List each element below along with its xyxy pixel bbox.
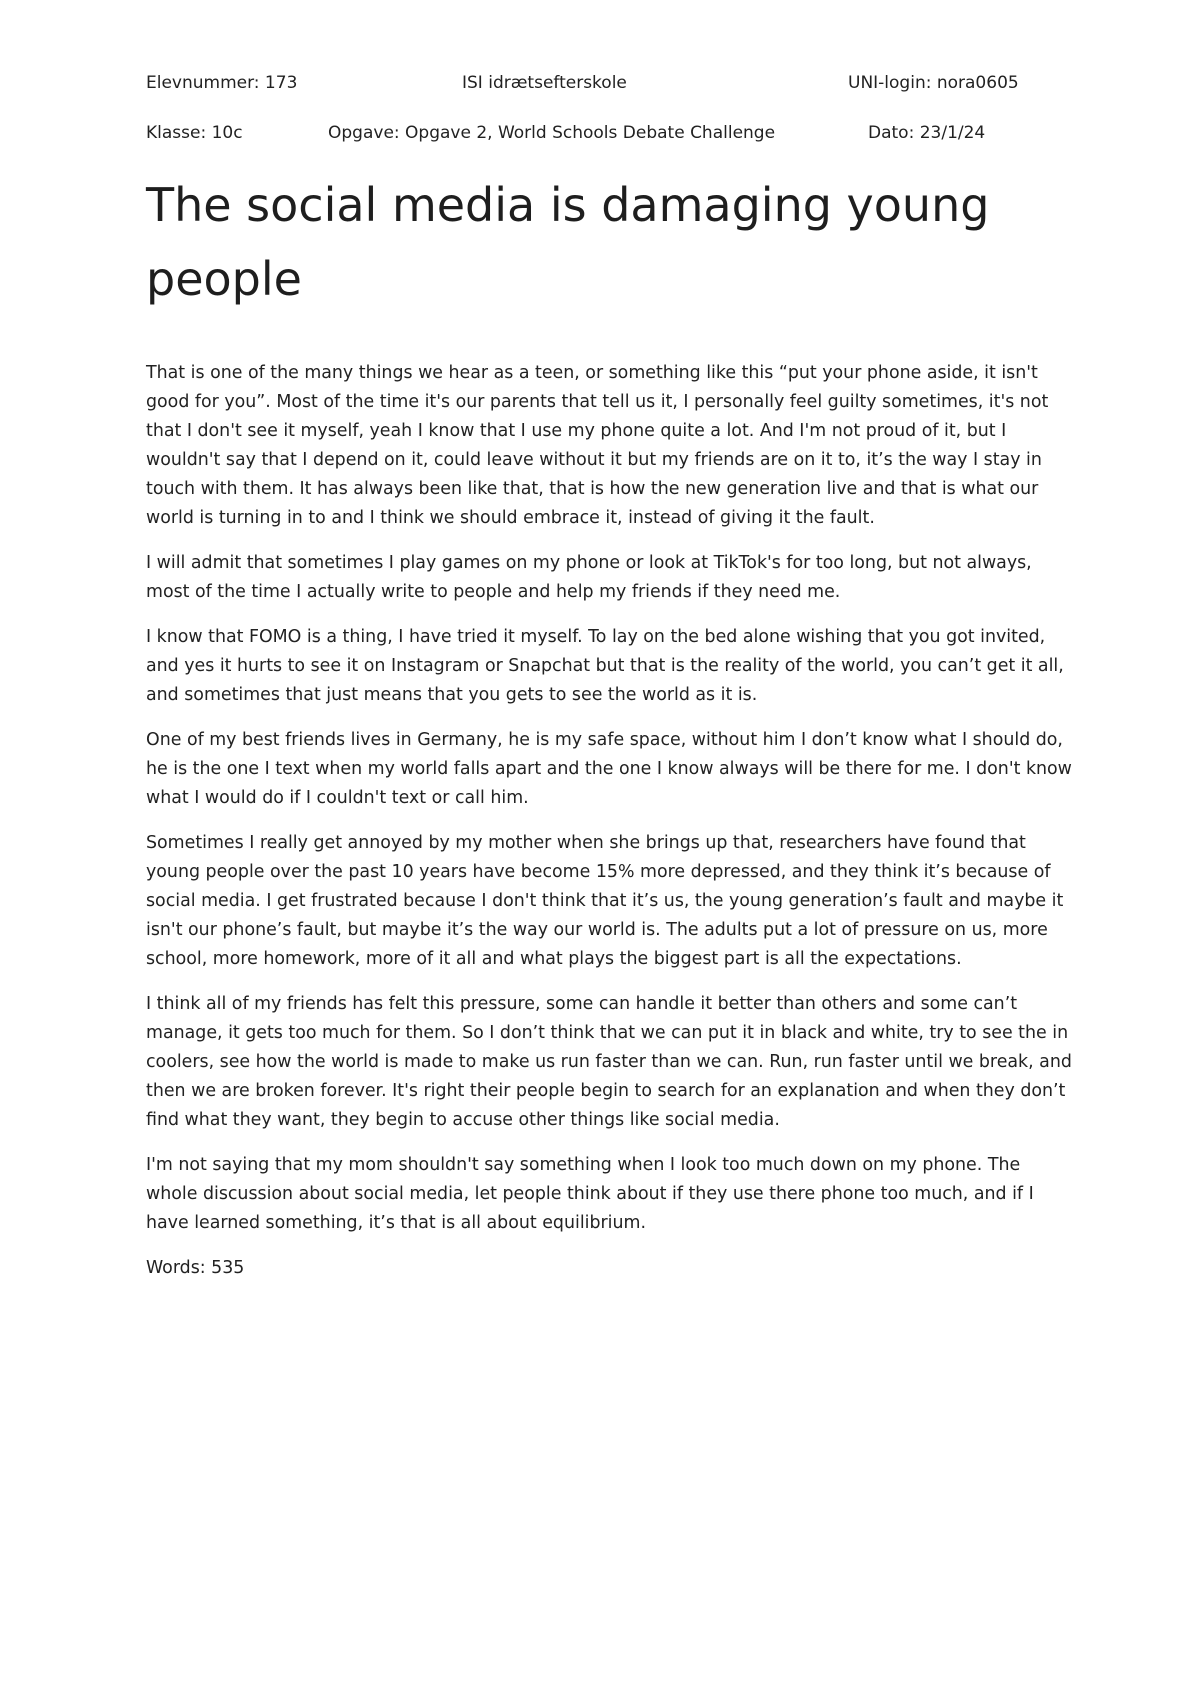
paragraph: Sometimes I really get annoyed by my mother when she brings up that, researchers have found that young people over the past 10 years have become 15% more depressed, and they think it’s because of social media. I get frustrated because I don't think that it’s us, the young generation’s fault and maybe it isn't our phone’s fault, but maybe it’s the way our world is. The adults put a lot of pressure on us, more school, more homework, more of it all and what plays the biggest part is all the expectations. (146, 833, 1064, 969)
assignment-label: Opgave: Opgave 2, World Schools Debate Challenge (328, 123, 776, 143)
student-number: Elevnummer: 173 (146, 73, 298, 93)
date-label: Dato: 23/1/24 (868, 123, 986, 143)
school-name: ISI idrætsefterskole (462, 73, 627, 93)
paragraph: I think all of my friends has felt this pressure, some can handle it better than others and some can’t manage, it gets too much for them. So I don’t think that we can put it in black and white, try to see the in coolers, see how the world is made to make us run faster than we can. Run, run faster until we break, and then we are broken forever. It's right their people begin to search for an explanation and when they don’t find what they want, they begin to accuse other things like social media. (146, 994, 1072, 1130)
paragraph: I know that FOMO is a thing, I have tried it myself. To lay on the bed alone wishing that you got invited, and yes it hurts to see it on Instagram or Snapchat but that is the reality of the world, you can’t get it all, and sometimes that just means that you gets to see the world as it is. (146, 627, 1064, 705)
class-label: Klasse: 10c (146, 123, 243, 143)
paragraph: That is one of the many things we hear as a teen, or something like this “put your phone aside, it isn't good for you”. Most of the time it's our parents that tell us it, I personally feel guilty sometimes, it's not that I don't see it myself, yeah I know that I use my phone quite a lot. And I'm not proud of it, but I wouldn't say that I depend on it, could leave without it but my friends are on it to, it’s the way I stay in touch with them. It has always been like that, that is how the new generation live and that is what our world is turning in to and I think we should embrace it, instead of giving it the fault. (146, 363, 1049, 528)
essay-body (146, 359, 1076, 1299)
paragraph: One of my best friends lives in Germany, he is my safe space, without him I don’t know what I should do, he is the one I text when my world falls apart and the one I know always will be there for me. I don't know what I would do if I couldn't text or call him. (146, 730, 1072, 808)
page-title: The social media is damaging young people (146, 178, 990, 306)
word-count: Words: 535 (146, 1258, 245, 1278)
paragraph: I will admit that sometimes I play games on my phone or look at TikTok's for too long, but not always, most of the time I actually write to people and help my friends if they need me. (146, 553, 1032, 602)
uni-login: UNI-login: nora0605 (848, 73, 1019, 93)
paragraph: I'm not saying that my mom shouldn't say something when I look too much down on my phone. The whole discussion about social media, let people think about if they use there phone too much, and if I have learned something, it’s that is all about equilibrium. (146, 1155, 1034, 1233)
